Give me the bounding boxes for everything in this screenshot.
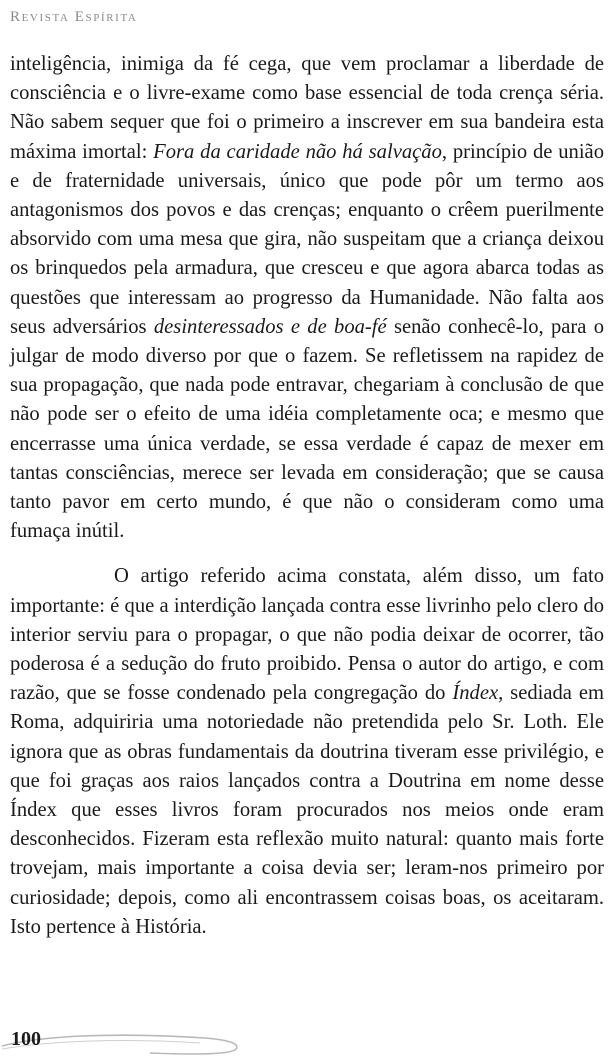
paragraph-1 bbox=[10, 50, 604, 546]
text-segment: , sediada em Roma, adquiriria uma notoriedade não pretendida pelo Sr. Loth. Ele ignora que as obras fundamentais da doutrina tiveram esse privilégio, e que foi graças aos raios lançados contra a Doutrina em nome desse Índex que esses livros foram procurados nos meios onde eram desconhecidos. Fizeram esta reflexão muito natural: quanto mais forte trovejam, mais importante a coisa devia ser; leram-nos primeiro por curiosidade; depois, como ali encontrassem coisas boas, os aceitaram. Isto pertence à História. bbox=[10, 682, 605, 938]
italic-phrase: Fora da caridade não há salvação bbox=[153, 140, 442, 163]
italic-phrase: desinteressados e de boa-fé bbox=[153, 315, 387, 338]
page-number: 100 bbox=[11, 1028, 41, 1050]
text-segment: O artigo referido acima constata, além disso, um fato importante: é que a interdição lançada contra esse livrinho pelo clero do interior serviu para o propagar, o que não podia deixar de ocorrer, tão poderosa é a sedução do fruto proibido. Pensa o autor do artigo, e com razão, que se fosse condenado pela congregação do bbox=[10, 565, 604, 705]
body-text bbox=[10, 50, 604, 942]
italic-phrase: Índex bbox=[452, 682, 499, 705]
text-segment: senão conhecê-lo, para o julgar de modo diverso por que o fazem. Se refletissem na rapidez de sua propagação, que nada pode entravar, chegariam à conclusão de que não pode ser o efeito de uma idéia completamente oca; e mesmo que encerrasse uma única verdade, se essa verdade é capaz de mexer em tantas consciências, merece ser levada em consideração; que se causa tanto pavor em certo mundo, é que não o consideram como uma fumaça inútil. bbox=[10, 315, 604, 543]
text-segment: inteligência, inimiga da fé cega, que vem proclamar a liberdade de consciência e o livre-exame como base essencial de toda crença séria. Não sabem sequer que foi o primeiro a inscrever em sua bandeira esta máxima imortal: bbox=[10, 53, 604, 163]
running-header: Revista Espírita bbox=[10, 9, 138, 25]
paragraph-2 bbox=[10, 562, 604, 942]
text-segment: , princípio de união e de fraternidade universais, único que pode pôr um termo aos antagonismos dos povos e das crenças; enquanto o crêem puerilmente absorvido com uma mesa que gira, não suspeitam que a criança deixou os brinquedos pela armadura, que cresceu e que agora abarca todas as questões que interessam ao progresso da Humanidade. Não falta aos seus adversários bbox=[10, 140, 604, 338]
